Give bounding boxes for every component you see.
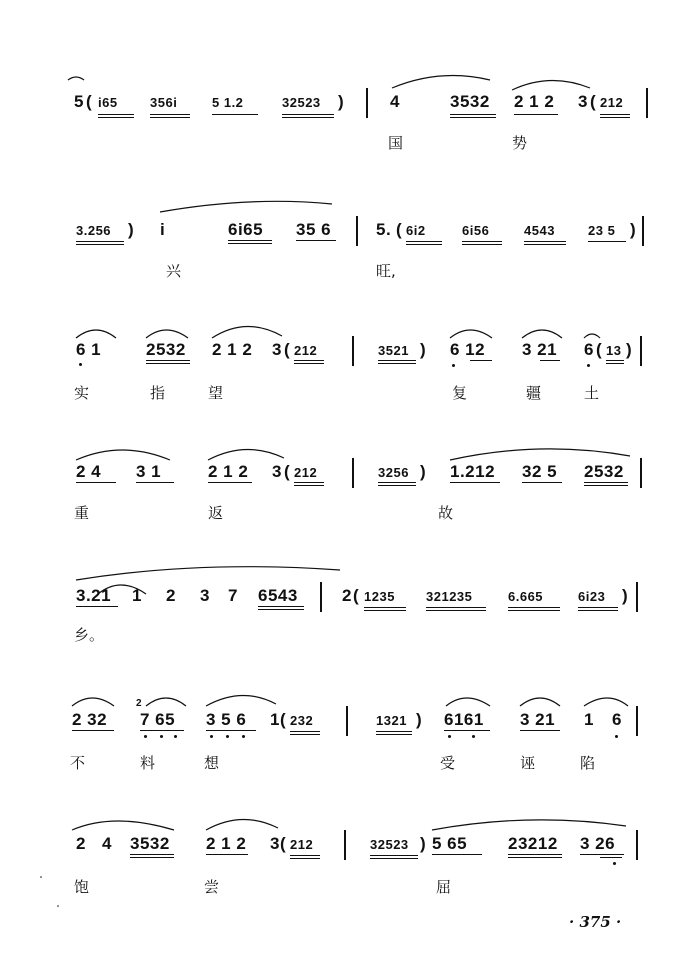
lyric: 屈 xyxy=(436,878,452,896)
note-group: 2 xyxy=(76,834,86,853)
lyric: 尝 xyxy=(204,878,220,896)
underline xyxy=(406,244,442,245)
note-group: 3 26 xyxy=(580,834,616,853)
barline xyxy=(640,458,642,488)
note-group: 32523 xyxy=(370,837,409,852)
barline xyxy=(352,458,354,488)
lyric: 返 xyxy=(208,504,224,522)
underline xyxy=(522,482,562,483)
paren-close: ) xyxy=(338,92,345,111)
note-group: 1.212 xyxy=(450,462,496,481)
note-group: 5 1.2 xyxy=(212,95,244,110)
note-group: 23212 xyxy=(508,834,558,853)
barline xyxy=(636,706,638,736)
paren-open: ( xyxy=(284,340,291,359)
underline xyxy=(584,482,628,483)
octave-dot xyxy=(144,735,147,738)
barline xyxy=(642,216,644,246)
paren-close: ) xyxy=(420,340,427,359)
note-group: 1235 xyxy=(364,589,395,604)
note-group: 356i xyxy=(150,95,178,110)
underline xyxy=(450,482,500,483)
underline xyxy=(146,363,190,364)
underline xyxy=(294,482,324,483)
underline xyxy=(150,117,190,118)
note-group: 3.256 xyxy=(76,223,112,238)
paren-close: ) xyxy=(420,834,427,853)
underline xyxy=(444,730,490,731)
barline xyxy=(646,88,648,118)
note-group: 3 xyxy=(272,462,282,481)
underline xyxy=(294,360,324,361)
note-group: 6i23 xyxy=(578,589,606,604)
underline xyxy=(450,114,496,115)
note-group: 6i2 xyxy=(406,223,426,238)
note-group: 3 xyxy=(578,92,588,111)
note-group: 2 xyxy=(342,586,352,605)
underline xyxy=(136,482,174,483)
underline xyxy=(578,607,618,608)
paren-open: ( xyxy=(280,834,287,853)
underline xyxy=(514,114,558,115)
note-group: 32523 xyxy=(282,95,321,110)
underline xyxy=(208,482,252,483)
paren-open: ( xyxy=(590,92,597,111)
underline xyxy=(98,114,134,115)
underline xyxy=(462,241,502,242)
underline xyxy=(462,244,502,245)
note-group: 23 5 xyxy=(588,223,616,238)
note-group: i xyxy=(160,220,166,239)
barline xyxy=(352,336,354,366)
octave-dot xyxy=(615,735,618,738)
underline xyxy=(296,240,336,241)
paren-open: ( xyxy=(86,92,93,111)
grace-note: 2 xyxy=(136,698,142,709)
underline xyxy=(378,485,416,486)
barline xyxy=(344,830,346,860)
lyric: 兴 xyxy=(166,262,182,280)
paren-close: ) xyxy=(128,220,135,239)
octave-dot xyxy=(587,364,590,367)
underline xyxy=(378,363,416,364)
paren-open: ( xyxy=(353,586,360,605)
underline xyxy=(540,360,560,361)
paren-open: ( xyxy=(280,710,287,729)
lyric: 土 xyxy=(584,384,600,402)
underline xyxy=(406,241,442,242)
paren-close: ) xyxy=(420,462,427,481)
note-group: 321235 xyxy=(426,589,473,604)
lyric: 乡。 xyxy=(74,626,105,644)
underline xyxy=(290,734,320,735)
lyric: 陷 xyxy=(580,754,596,772)
underline xyxy=(294,485,324,486)
underline xyxy=(588,241,626,242)
note-group: 2532 xyxy=(146,340,186,359)
barline xyxy=(636,582,638,612)
underline xyxy=(432,854,482,855)
lyric: 受 xyxy=(440,754,456,772)
paren-close: ) xyxy=(416,710,423,729)
underline xyxy=(524,241,566,242)
underline xyxy=(508,854,562,855)
underline xyxy=(376,731,412,732)
octave-dot xyxy=(452,364,455,367)
paren-open: ( xyxy=(396,220,403,239)
note-group: 3 21 xyxy=(522,340,558,359)
barline xyxy=(640,336,642,366)
lyric: 实 xyxy=(74,384,90,402)
page-number: · 375 · xyxy=(569,913,622,931)
note-group: 212 xyxy=(600,95,624,110)
note-group: 2 4 xyxy=(76,462,102,481)
note-group: 232 xyxy=(290,713,314,728)
underline xyxy=(580,854,624,855)
paren-open: ( xyxy=(284,462,291,481)
underline xyxy=(290,855,320,856)
note-group: 3 xyxy=(272,340,282,359)
underline xyxy=(76,244,124,245)
paren-close: ) xyxy=(630,220,637,239)
underline xyxy=(76,606,118,607)
lyric: 诬 xyxy=(520,754,536,772)
barline xyxy=(346,706,348,736)
note-group: 4 xyxy=(390,92,400,111)
underline xyxy=(258,606,304,607)
paren-close: ) xyxy=(622,586,629,605)
note-group: 7 65 xyxy=(140,710,176,729)
note-group: 1 xyxy=(270,710,280,729)
lyric: 指 xyxy=(150,384,166,402)
system-2 xyxy=(0,190,690,310)
lyric: 饱 xyxy=(74,878,90,896)
note-group: 6i65 xyxy=(228,220,264,239)
note-group: 35 6 xyxy=(296,220,332,239)
underline xyxy=(578,610,618,611)
underline xyxy=(290,858,320,859)
underline xyxy=(508,857,562,858)
underline xyxy=(72,730,114,731)
underline xyxy=(76,241,124,242)
note-group: 3 21 xyxy=(520,710,556,729)
system-3 xyxy=(0,312,690,432)
octave-dot xyxy=(242,735,245,738)
note-group: 6.665 xyxy=(508,589,544,604)
underline xyxy=(282,117,334,118)
underline xyxy=(520,730,560,731)
note-group: 6 xyxy=(584,340,594,359)
octave-dot xyxy=(226,735,229,738)
underline xyxy=(76,482,116,483)
underline xyxy=(426,610,486,611)
underline xyxy=(600,117,630,118)
underline xyxy=(258,609,304,610)
note-group: 3532 xyxy=(130,834,170,853)
underline xyxy=(228,240,272,241)
underline xyxy=(508,607,560,608)
note-group: 2 1 2 xyxy=(208,462,249,481)
note-group: i65 xyxy=(98,95,118,110)
lyric: 复 xyxy=(452,384,468,402)
note-group: 5 xyxy=(74,92,84,111)
underline xyxy=(376,734,412,735)
octave-dot xyxy=(79,363,82,366)
note-group: 5. xyxy=(376,220,392,239)
note-group: 3.21 xyxy=(76,586,112,605)
lyric: 故 xyxy=(438,504,454,522)
underline xyxy=(606,360,624,361)
note-group: 2 32 xyxy=(72,710,108,729)
underline xyxy=(150,114,190,115)
note-group: 6543 xyxy=(258,586,298,605)
note-group: 2 1 2 xyxy=(514,92,555,111)
underline xyxy=(294,363,324,364)
note-group: 212 xyxy=(294,465,318,480)
barline xyxy=(636,830,638,860)
lyric: 料 xyxy=(140,754,156,772)
system-6 xyxy=(0,680,690,800)
note-group: 3 1 xyxy=(136,462,162,481)
underline xyxy=(206,854,248,855)
note-group: 5 65 xyxy=(432,834,468,853)
lyric: 重 xyxy=(74,504,90,522)
octave-dot xyxy=(448,735,451,738)
octave-dot xyxy=(472,735,475,738)
underline xyxy=(378,360,416,361)
lyric: 国 xyxy=(388,134,404,152)
note-group: 3256 xyxy=(378,465,409,480)
note-group: 212 xyxy=(290,837,314,852)
note-group: 4 xyxy=(102,834,112,853)
underline xyxy=(370,855,418,856)
octave-dot xyxy=(613,862,616,865)
underline xyxy=(282,114,334,115)
note-group: 13 xyxy=(606,343,622,358)
note-group: 6 1 xyxy=(76,340,102,359)
underline xyxy=(450,117,496,118)
note-group: 3521 xyxy=(378,343,409,358)
underline xyxy=(140,730,184,731)
note-group: 3 xyxy=(200,586,210,605)
lyric: 势 xyxy=(512,134,528,152)
underline xyxy=(606,363,624,364)
system-4 xyxy=(0,434,690,554)
note-group: 6161 xyxy=(444,710,484,729)
octave-dot xyxy=(210,735,213,738)
note-group: 1 xyxy=(584,710,594,729)
underline xyxy=(98,117,134,118)
underline xyxy=(584,485,628,486)
underline xyxy=(364,607,406,608)
lyric: 疆 xyxy=(526,384,542,402)
note-group: 2 xyxy=(166,586,176,605)
note-group: 2532 xyxy=(584,462,624,481)
underline xyxy=(290,731,320,732)
note-group: 6 12 xyxy=(450,340,486,359)
underline xyxy=(130,857,174,858)
barline xyxy=(320,582,322,612)
underline xyxy=(146,360,190,361)
octave-dot xyxy=(174,735,177,738)
system-7 xyxy=(0,804,690,924)
note-group: 6 xyxy=(612,710,622,729)
underline xyxy=(212,114,258,115)
lyric: 想 xyxy=(204,754,220,772)
note-group: 3532 xyxy=(450,92,490,111)
note-group: 3 5 6 xyxy=(206,710,247,729)
note-group: 4543 xyxy=(524,223,555,238)
lyric: 旺, xyxy=(376,262,396,280)
lyric: 不 xyxy=(70,754,86,772)
underline xyxy=(364,610,406,611)
note-group: 1321 xyxy=(376,713,407,728)
note-group: 7 xyxy=(228,586,238,605)
note-group: 6i56 xyxy=(462,223,490,238)
octave-dot xyxy=(160,735,163,738)
underline xyxy=(228,243,272,244)
barline xyxy=(366,88,368,118)
note-group: 212 xyxy=(294,343,318,358)
note-group: 2 1 2 xyxy=(212,340,253,359)
underline xyxy=(370,858,418,859)
barline xyxy=(356,216,358,246)
underline xyxy=(600,114,630,115)
note-group: 1 xyxy=(132,586,142,605)
note-group: 3 xyxy=(270,834,280,853)
lyric: 望 xyxy=(208,384,224,402)
underline xyxy=(206,730,256,731)
underline xyxy=(524,244,566,245)
system-5 xyxy=(0,556,690,676)
paren-open: ( xyxy=(596,340,603,359)
underline xyxy=(470,360,492,361)
underline xyxy=(600,857,622,858)
note-group: 2 1 2 xyxy=(206,834,247,853)
underline xyxy=(378,482,416,483)
underline xyxy=(130,854,174,855)
system-1 xyxy=(0,60,690,180)
underline xyxy=(508,610,560,611)
underline xyxy=(426,607,486,608)
paren-close: ) xyxy=(626,340,633,359)
note-group: 32 5 xyxy=(522,462,558,481)
